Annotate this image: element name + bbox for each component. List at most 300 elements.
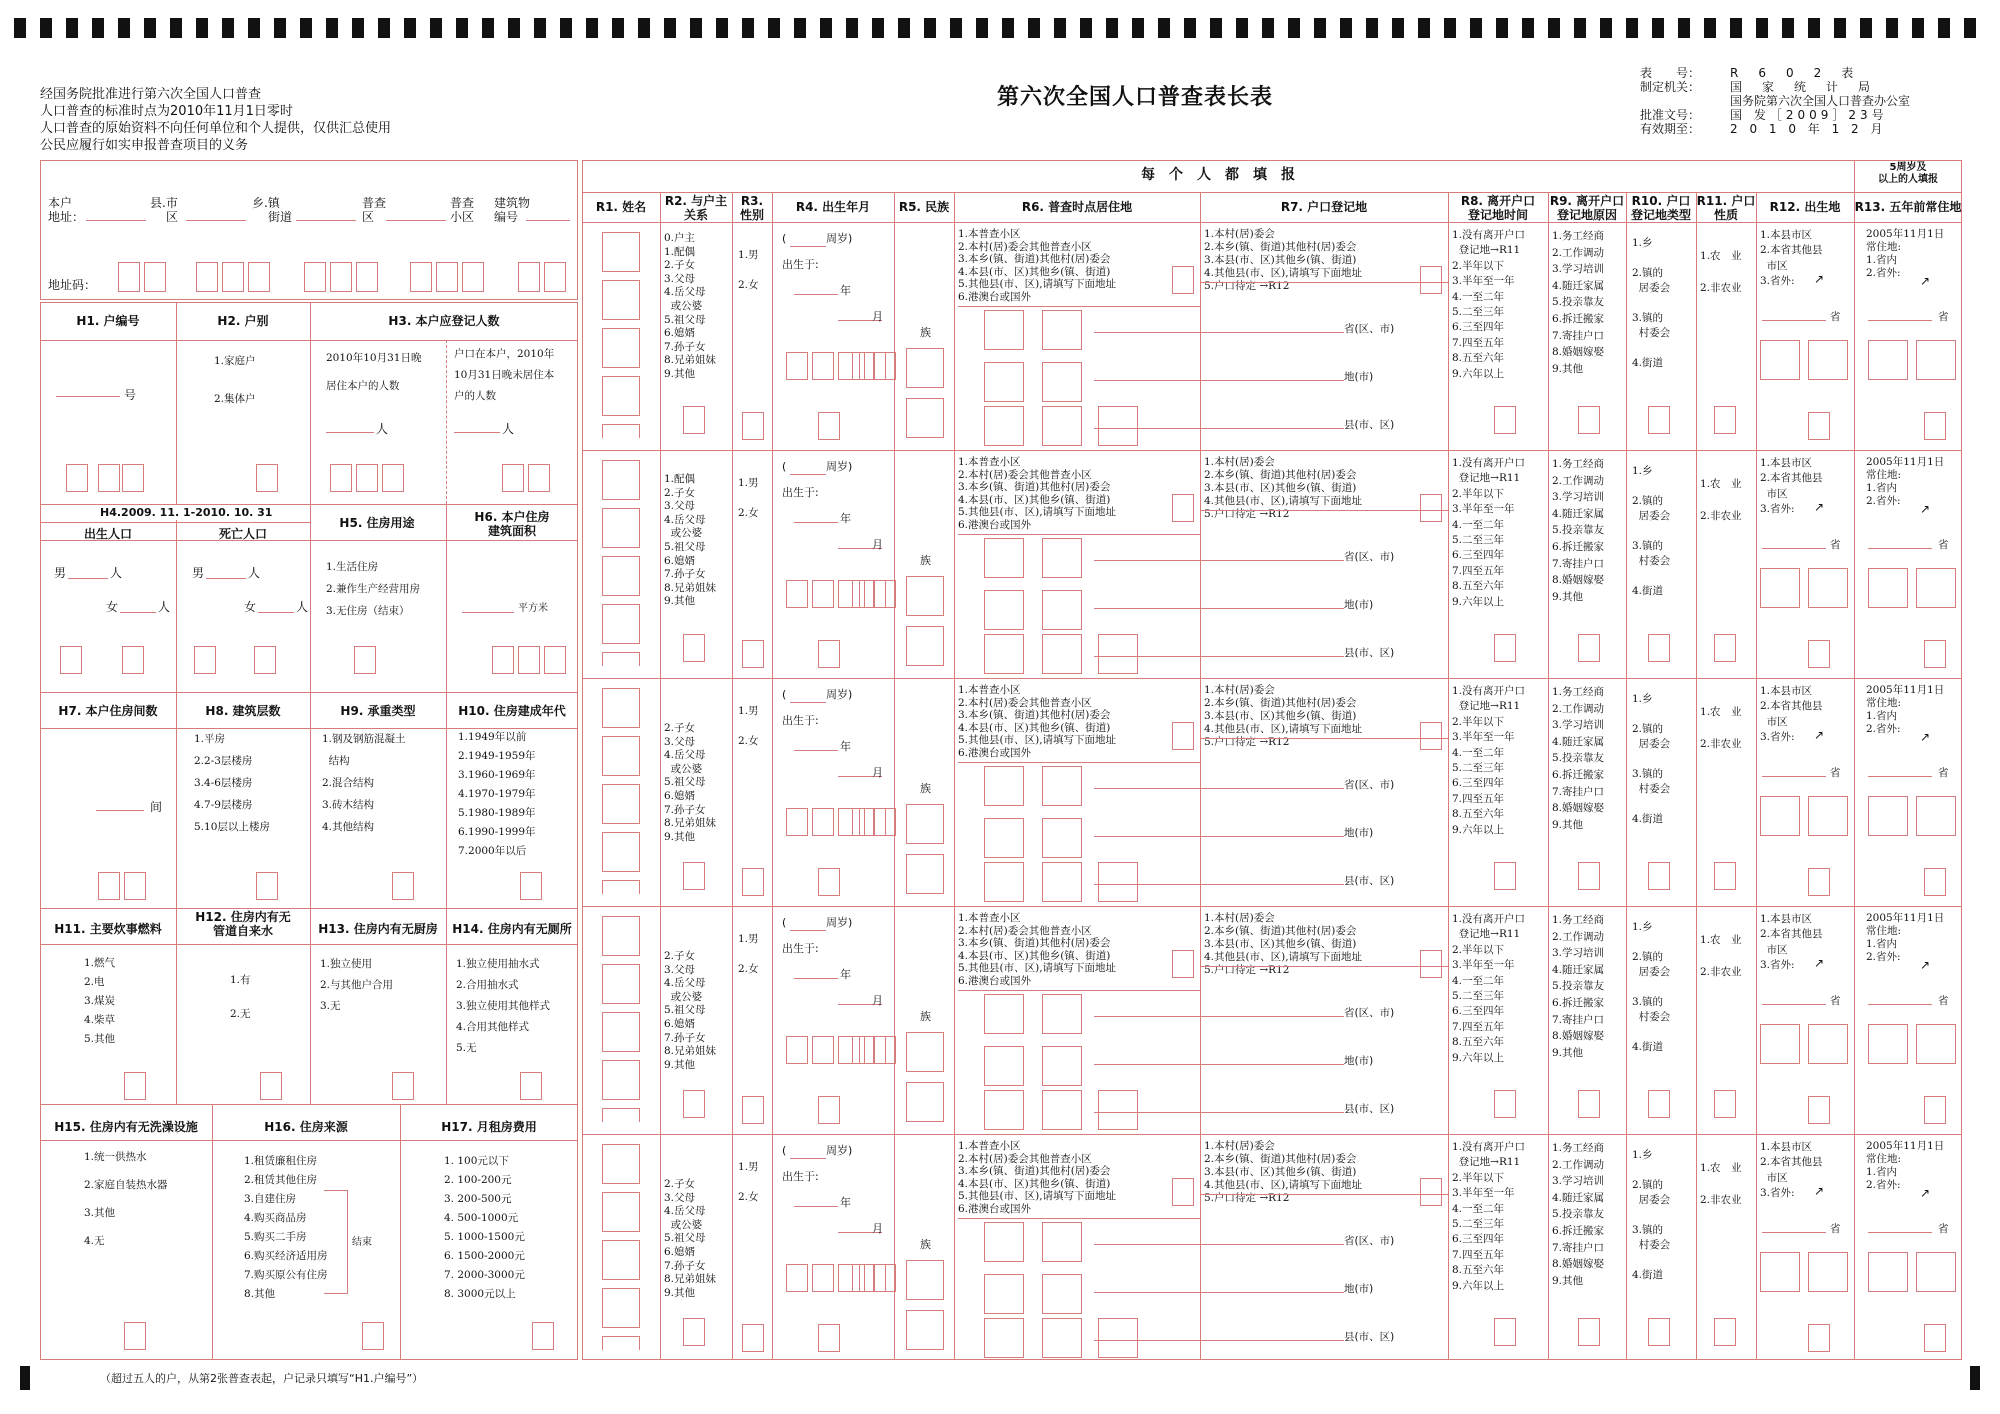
age-code-box[interactable] [818,640,840,668]
rule-line [1854,192,1855,1360]
ethnic-box[interactable] [906,1082,944,1122]
h15-box[interactable] [124,1322,146,1350]
five-year-code-box[interactable] [1916,340,1956,380]
timing-mark [1184,18,1196,38]
birth-month-box[interactable] [874,580,896,608]
name-char-box[interactable] [602,1336,640,1350]
postcode-box[interactable] [518,262,540,292]
h9-box[interactable] [392,872,414,900]
leave-time-box[interactable] [1494,406,1516,434]
h4-box[interactable] [254,646,276,674]
city-code-box[interactable] [1042,1046,1082,1086]
h7-box[interactable] [98,872,120,900]
hukou-nature-box[interactable] [1714,1090,1736,1118]
birth-month-box[interactable] [874,352,896,380]
h14-options: 1.独立使用抽水式 2.合用抽水式 3.独立使用其他样式 4.合用其他样式 5.无 [456,958,551,1054]
ethnic-box[interactable] [906,804,944,844]
county-code-box[interactable] [984,1090,1024,1130]
address-part-label: 编号 [494,210,519,224]
relation-code-box[interactable] [683,634,705,662]
residence-code-box[interactable] [1172,494,1194,522]
postcode-box[interactable] [144,262,166,292]
county-code-box[interactable] [1042,1318,1082,1358]
city-code-box[interactable] [1042,590,1082,630]
h2-code-box[interactable] [256,464,278,492]
ethnic-unit: 族 [920,1238,931,1251]
county-code-box[interactable] [984,406,1024,446]
province-code-box[interactable] [1042,1222,1082,1262]
name-char-box[interactable] [602,556,640,596]
sex-options: 1.男 2.女 [738,705,759,747]
city-code-box[interactable] [1042,362,1082,402]
residence-code-box[interactable] [1172,1178,1194,1206]
five-year-options: 2005年11月1日 常住地: 1.省内 2.省外: [1866,228,1945,279]
timing-mark [742,18,754,38]
timing-mark [1444,18,1456,38]
timing-mark [1600,18,1612,38]
ethnic-box[interactable] [906,1310,944,1350]
h3-resident-label: 2010年10月31日晚 居住本户的人数 [326,352,422,392]
birth-year-box[interactable] [812,1036,834,1064]
h3-code-box[interactable] [356,464,378,492]
leave-reason-box[interactable] [1578,1318,1600,1346]
h2-options: 1.家庭户 2.集体户 [214,355,256,405]
province-code-box[interactable] [1042,766,1082,806]
h6-header: H6. 本户住房 建筑面积 [474,510,550,538]
sex-code-box[interactable] [742,1324,764,1352]
name-char-box[interactable] [602,1108,640,1122]
name-char-box[interactable] [602,424,640,438]
name-char-box[interactable] [602,280,640,320]
five-year-code-box[interactable] [1868,568,1908,608]
birth-month-box[interactable] [874,1036,896,1064]
timing-mark [1886,18,1898,38]
province-underline [1762,1232,1826,1233]
residence-code-box[interactable] [1172,266,1194,294]
h8-options: 1.平房 2.2-3层楼房 3.4-6层楼房 4.7-9层楼房 5.10层以上楼房 [194,733,270,833]
relation-code-box[interactable] [683,1090,705,1118]
address-unit-label: 地(市) [1344,599,1374,611]
relation-code-box[interactable] [683,1318,705,1346]
sex-code-box[interactable] [742,1096,764,1124]
five-year-code-box[interactable] [1868,1252,1908,1292]
hukou-nature-box[interactable] [1714,1318,1736,1346]
timing-mark [1782,18,1794,38]
leave-time-box[interactable] [1494,862,1516,890]
person-row-rule [582,678,1962,679]
birth-month-box[interactable] [852,580,874,608]
name-char-box[interactable] [602,880,640,894]
hukou-code-box[interactable] [1420,494,1442,522]
birthplace-code-box[interactable] [1760,568,1800,608]
name-char-box[interactable] [602,916,640,956]
name-char-box[interactable] [602,508,640,548]
leave-reason-box[interactable] [1578,1090,1600,1118]
birth-month-box[interactable] [852,1264,874,1292]
postcode-box[interactable] [330,262,352,292]
birthplace-code-box[interactable] [1808,796,1848,836]
timing-mark [638,18,650,38]
timing-mark [924,18,936,38]
hukou-type-box[interactable] [1648,634,1670,662]
five-year-box[interactable] [1924,1324,1946,1352]
five-year-code-box[interactable] [1916,1252,1956,1292]
birth-year-box[interactable] [812,352,834,380]
female-label: 女 [106,600,119,614]
h4-box[interactable] [60,646,82,674]
month-label: 月 [872,310,883,323]
postcode-box[interactable] [248,262,270,292]
name-char-box[interactable] [602,652,640,666]
county-code-box[interactable] [1098,406,1138,446]
postcode-box[interactable] [410,262,432,292]
year-label: 年 [840,1196,851,1209]
h3-code-box[interactable] [382,464,404,492]
province-underline [1762,320,1826,321]
rule-line [1626,192,1627,1360]
birthplace-code-box[interactable] [1808,1024,1848,1064]
leave-time-box[interactable] [1494,1318,1516,1346]
name-char-box[interactable] [602,784,640,824]
birth-year-box[interactable] [812,1264,834,1292]
five-year-box[interactable] [1924,868,1946,896]
ethnic-box[interactable] [906,398,944,438]
arrow-icon: ↗ [1814,272,1825,286]
birthplace-code-box[interactable] [1808,568,1848,608]
arrow-icon: ↗ [1814,500,1825,514]
birth-year-box[interactable] [786,580,808,608]
hukou-nature-options: 1.农 业 2.非农业 [1700,478,1742,522]
province-code-box[interactable] [1042,538,1082,578]
name-char-box[interactable] [602,1012,640,1052]
birth-year-box[interactable] [786,1036,808,1064]
sex-options: 1.男 2.女 [738,1161,759,1203]
address-unit-label: 地(市) [1344,1055,1374,1067]
hukou-code-box[interactable] [1420,266,1442,294]
column-header-13: R13. 五年前常住地 [1854,200,1962,214]
h6-box[interactable] [544,646,566,674]
province-code-box[interactable] [984,1222,1024,1262]
city-code-box[interactable] [1042,1274,1082,1314]
person-unit: 人 [110,566,123,580]
age-code-box[interactable] [818,412,840,440]
age-code-box[interactable] [818,868,840,896]
birth-year-box[interactable] [786,352,808,380]
county-code-box[interactable] [1042,406,1082,446]
hukou-nature-box[interactable] [1714,862,1736,890]
province-code-box[interactable] [984,538,1024,578]
hukou-code-box[interactable] [1420,722,1442,750]
postcode-box[interactable] [196,262,218,292]
birth-year-box[interactable] [786,808,808,836]
h10-box[interactable] [520,872,542,900]
birthplace-code-box[interactable] [1808,340,1848,380]
birthplace-box[interactable] [1808,412,1830,440]
birthplace-code-box[interactable] [1760,1024,1800,1064]
timing-mark [1002,18,1014,38]
county-code-box[interactable] [1042,634,1082,674]
name-char-box[interactable] [602,328,640,368]
province-code-box[interactable] [1042,994,1082,1034]
birthplace-code-box[interactable] [1760,1252,1800,1292]
timing-mark [1210,18,1222,38]
h16-end-label: 结束 [352,1237,372,1248]
city-code-box[interactable] [984,818,1024,858]
postcode-box[interactable] [544,262,566,292]
birthplace-code-box[interactable] [1760,340,1800,380]
birthplace-box[interactable] [1808,1324,1830,1352]
address-underline [1094,836,1344,837]
h8-box[interactable] [256,872,278,900]
sex-options: 1.男 2.女 [738,933,759,975]
ethnic-box[interactable] [906,576,944,616]
residence-options: 1.本普查小区 2.本村(居)委会其他普查小区 3.本乡(镇、街道)其他村(居)委会 4.本县(市、区)其他乡(镇、街道) 5.其他县(市、区),请填写下面地址 6.港澳台或国外 [958,1140,1117,1215]
province-underline [1868,776,1932,777]
birthplace-options: 1.本县市区 2.本省其他县 市区 3.省外: [1760,457,1823,516]
label-text: ( [782,232,787,245]
five-year-box[interactable] [1924,412,1946,440]
hukou-rule [1200,510,1448,511]
age-code-box[interactable] [818,1096,840,1124]
h7-box[interactable] [124,872,146,900]
column-header-6: R6. 普查时点居住地 [1021,200,1133,214]
county-code-box[interactable] [1098,1318,1138,1358]
hukou-nature-options: 1.农 业 2.非农业 [1700,706,1742,750]
leave-time-box[interactable] [1494,634,1516,662]
h3-code-box[interactable] [502,464,524,492]
birth-month-box[interactable] [852,808,874,836]
leave-reason-box[interactable] [1578,862,1600,890]
postcode-box[interactable] [462,262,484,292]
h12-box[interactable] [260,1072,282,1100]
sex-code-box[interactable] [742,868,764,896]
h1-code-box[interactable] [66,464,88,492]
county-code-box[interactable] [1098,862,1138,902]
hukou-type-box[interactable] [1648,862,1670,890]
h7-unit: 间 [150,800,163,814]
city-code-box[interactable] [984,590,1024,630]
birthplace-code-box[interactable] [1760,796,1800,836]
h4-box[interactable] [122,646,144,674]
timing-mark [40,18,52,38]
h3-code-box[interactable] [528,464,550,492]
name-char-box[interactable] [602,1288,640,1328]
birth-year-box[interactable] [812,808,834,836]
year-underline [794,522,838,523]
birth-month-box[interactable] [874,808,896,836]
h6-box[interactable] [518,646,540,674]
county-code-box[interactable] [984,1318,1024,1358]
meta-key: 批准文号： [1640,108,1701,122]
name-char-box[interactable] [602,1144,640,1184]
five-year-code-box[interactable] [1916,568,1956,608]
leave-reason-box[interactable] [1578,406,1600,434]
leave-reason-options: 1.务工经商 2.工作调动 3.学习培训 4.随迁家属 5.投亲靠友 6.拆迁搬家 7.寄挂户口 8.婚姻嫁娶 9.其他 [1552,458,1605,603]
meta-value: R 6 0 2 表 [1730,66,1858,80]
ethnic-box[interactable] [906,626,944,666]
year-label: 年 [840,512,851,525]
province-code-box[interactable] [1042,310,1082,350]
timing-mark [690,18,702,38]
ethnic-box[interactable] [906,854,944,894]
h4-death-header: 死亡人口 [218,527,267,541]
timing-mark [1288,18,1300,38]
name-char-box[interactable] [602,460,640,500]
county-code-box[interactable] [984,862,1024,902]
province-code-box[interactable] [984,766,1024,806]
county-code-box[interactable] [1098,634,1138,674]
rule-line [310,504,311,692]
birth-year-box[interactable] [812,580,834,608]
leave-time-box[interactable] [1494,1090,1516,1118]
timing-mark [1054,18,1066,38]
h3-code-box[interactable] [330,464,352,492]
birth-month-box[interactable] [852,1036,874,1064]
five-year-code-box[interactable] [1868,340,1908,380]
address-part-label: 建筑物 [494,196,531,210]
column-header-10: R10. 户口 登记地类型 [1630,194,1691,222]
postcode-box[interactable] [304,262,326,292]
relation-options: 0.户主 1.配偶 2.子女 3.父母 4.岳父母 或公婆 5.祖父母 6.媳婿 7.孙子女 8.兄弟姐妹 9.其他 [664,232,717,380]
city-code-box[interactable] [984,1274,1024,1314]
sex-code-box[interactable] [742,412,764,440]
five-year-code-box[interactable] [1868,1024,1908,1064]
timing-mark [976,18,988,38]
footer-note: （超过五人的户，从第2张普查表起，户记录只填写“H1.户编号”） [100,1372,424,1385]
residence-code-box[interactable] [1172,722,1194,750]
h3-absent-label: 户口在本户，2010年 10月31日晚未居住本 户的人数 [454,348,555,402]
name-char-box[interactable] [602,1192,640,1232]
five-year-box[interactable] [1924,640,1946,668]
province-underline [1868,320,1932,321]
h6-box[interactable] [492,646,514,674]
leave-reason-box[interactable] [1578,634,1600,662]
name-char-box[interactable] [602,832,640,872]
birth-month-box[interactable] [874,1264,896,1292]
timing-mark [1834,18,1846,38]
h17-box[interactable] [532,1322,554,1350]
timing-mark [170,18,182,38]
h1-code-box[interactable] [98,464,120,492]
province-unit: 省 [1938,995,1949,1007]
rule-line [40,692,578,693]
name-char-box[interactable] [602,1240,640,1280]
city-code-box[interactable] [984,1046,1024,1086]
hukou-nature-box[interactable] [1714,634,1736,662]
postcode-box[interactable] [436,262,458,292]
hukou-options: 1.本村(居)委会 2.本乡(镇、街道)其他村(居)委会 3.本县(市、区)其他乡(镇、街道) 4.其他县(市、区),请填写下面地址 5.户口待定 →R12 [1204,912,1363,976]
ethnic-box[interactable] [906,348,944,388]
h1-code-box[interactable] [122,464,144,492]
timing-mark [378,18,390,38]
h11-box[interactable] [124,1072,146,1100]
province-unit: 省 [1830,311,1841,323]
city-code-box[interactable] [1042,818,1082,858]
province-code-box[interactable] [984,310,1024,350]
rule-line [40,908,578,909]
city-code-box[interactable] [984,362,1024,402]
relation-code-box[interactable] [683,406,705,434]
birthplace-box[interactable] [1808,868,1830,896]
province-code-box[interactable] [984,994,1024,1034]
postcode-box[interactable] [118,262,140,292]
hukou-code-box[interactable] [1420,950,1442,978]
ethnic-box[interactable] [906,1032,944,1072]
h14-box[interactable] [520,1072,542,1100]
name-char-box[interactable] [602,376,640,416]
hukou-type-box[interactable] [1648,1318,1670,1346]
female-label: 女 [244,600,257,614]
relation-code-box[interactable] [683,862,705,890]
birth-year-box[interactable] [786,1264,808,1292]
county-code-box[interactable] [1042,862,1082,902]
hukou-type-box[interactable] [1648,1090,1670,1118]
five-year-code-box[interactable] [1916,796,1956,836]
h13-box[interactable] [392,1072,414,1100]
name-char-box[interactable] [602,232,640,272]
birth-month-box[interactable] [852,352,874,380]
h15-options: 1.统一供热水 2.家庭自装热水器 3.其他 4.无 [84,1151,168,1247]
five-year-code-box[interactable] [1916,1024,1956,1064]
h16-box[interactable] [362,1322,384,1350]
name-char-box[interactable] [602,736,640,776]
name-char-box[interactable] [602,688,640,728]
hukou-type-options: 1.乡 2.镇的 居委会 3.镇的 村委会 4.街道 [1632,237,1671,369]
five-year-box[interactable] [1924,1096,1946,1124]
birthplace-options: 1.本县市区 2.本省其他县 市区 3.省外: [1760,685,1823,744]
birthplace-box[interactable] [1808,1096,1830,1124]
name-char-box[interactable] [602,1060,640,1100]
h4-box[interactable] [194,646,216,674]
hukou-type-box[interactable] [1648,406,1670,434]
timing-mark [1756,18,1768,38]
form-title: 第六次全国人口普查表长表 [996,85,1273,110]
timing-mark [1704,18,1716,38]
address-part-label: 乡.镇 [252,196,280,210]
hukou-nature-options: 1.农 业 2.非农业 [1700,1162,1742,1206]
birthplace-code-box[interactable] [1808,1252,1848,1292]
age-code-box[interactable] [818,1324,840,1352]
county-code-box[interactable] [1042,1090,1082,1130]
county-code-box[interactable] [984,634,1024,674]
h15-header: H15. 住房内有无洗澡设施 [54,1120,198,1134]
sex-code-box[interactable] [742,640,764,668]
name-char-box[interactable] [602,604,640,644]
timing-mark [92,18,104,38]
timing-mark [1730,18,1742,38]
five-year-code-box[interactable] [1868,796,1908,836]
person-row-rule [582,1134,1962,1135]
hukou-code-box[interactable] [1420,1178,1442,1206]
name-char-box[interactable] [602,964,640,1004]
ethnic-box[interactable] [906,1260,944,1300]
h5-box[interactable] [354,646,376,674]
meta-key: 有效期至： [1640,122,1701,136]
year-underline [794,978,838,979]
postcode-box[interactable] [356,262,378,292]
residence-code-box[interactable] [1172,950,1194,978]
arrow-icon: ↗ [1920,274,1931,288]
county-code-box[interactable] [1098,1090,1138,1130]
hukou-options: 1.本村(居)委会 2.本乡(镇、街道)其他村(居)委会 3.本县(市、区)其他乡(镇、街道) 4.其他县(市、区),请填写下面地址 5.户口待定 →R12 [1204,1140,1363,1204]
h5-options: 1.生活住房 2.兼作生产经营用房 3.无住房（结束） [326,561,421,617]
meta-value: 国 发［2009］23号 [1730,108,1888,122]
birthplace-box[interactable] [1808,640,1830,668]
postcode-box[interactable] [222,262,244,292]
arrow-icon: ↗ [1920,730,1931,744]
province-unit: 省 [1938,1223,1949,1235]
hukou-nature-box[interactable] [1714,406,1736,434]
